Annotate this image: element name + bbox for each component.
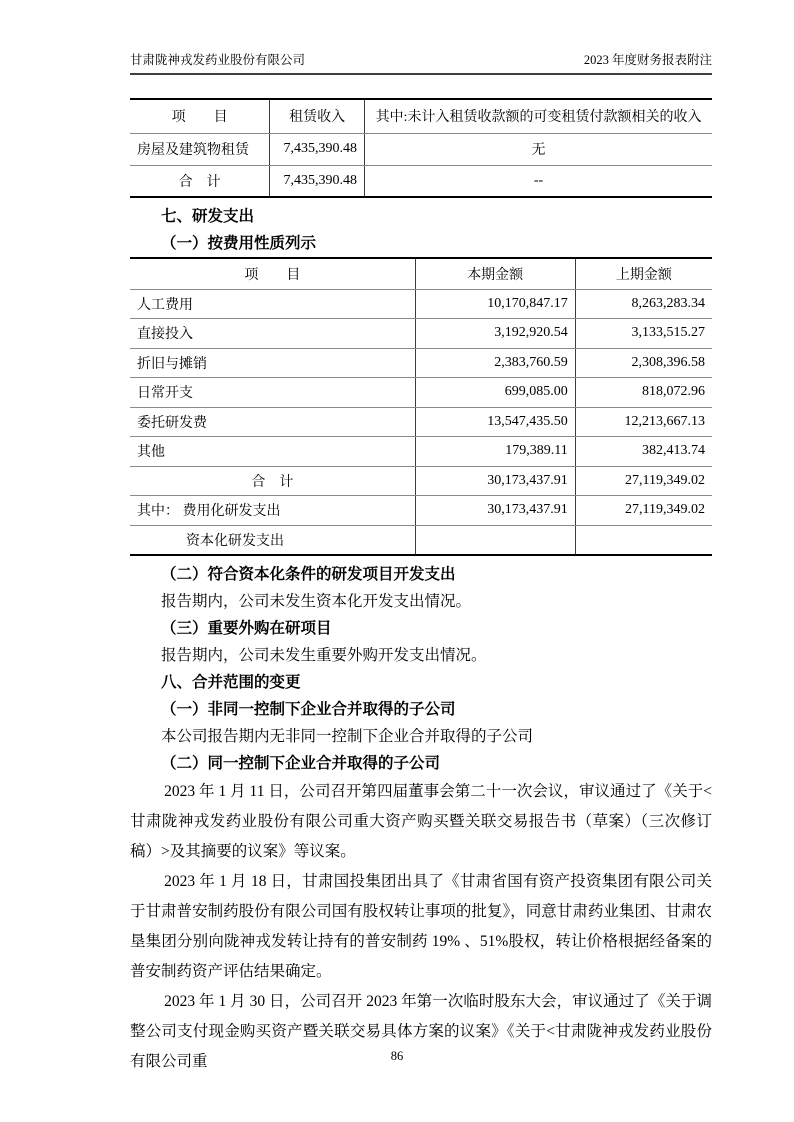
header-report-title: 2023 年度财务报表附注 <box>583 53 712 67</box>
rd-prior-cell: 8,263,283.34 <box>575 289 712 319</box>
rd-current-cell: 30,173,437.91 <box>415 496 575 526</box>
page-number: 86 <box>390 1049 404 1063</box>
rd-item-cell: 日常开支 <box>130 378 415 408</box>
page-header <box>130 50 712 75</box>
rd-item-cell: 其中： 费用化研发支出 <box>130 496 415 526</box>
table-row <box>130 437 712 467</box>
rd-current-cell: 10,170,847.17 <box>415 289 575 319</box>
rd-item-cell: 合 计 <box>130 466 415 496</box>
rd-item-cell: 折旧与摊销 <box>130 348 415 378</box>
rd-item-cell: 人工费用 <box>130 289 415 319</box>
table-row <box>130 319 712 349</box>
paragraph: 2023 年 1 月 30 日，公司召开 2023 年第一次临时股东大会，审议通过了《关于调整公司支付现金购买资产暨关联交易具体方案的议案》《关于<甘肃陇神戎发药业股份有限公司重 <box>130 992 712 1070</box>
table-row <box>130 133 712 165</box>
section8-sub1-body: 本公司报告期内无非同一控制下企业合并取得的子公司 <box>161 727 534 745</box>
table-total-row <box>130 466 712 496</box>
rd-col-current: 本期金额 <box>415 258 575 289</box>
lease-income-cell: 7,435,390.48 <box>270 133 365 165</box>
table-row <box>130 525 712 555</box>
lease-income-cell: 7,435,390.48 <box>270 165 365 197</box>
rd-current-cell: 13,547,435.50 <box>415 407 575 437</box>
rd-col-item: 项 目 <box>130 258 415 289</box>
rd-current-cell: 3,192,920.54 <box>415 319 575 349</box>
table-row <box>130 496 712 526</box>
rd-prior-cell: 818,072.96 <box>575 378 712 408</box>
rd-prior-cell: 382,413.74 <box>575 437 712 467</box>
section7-sub2-body: 报告期内，公司未发生资本化开发支出情况。 <box>161 592 472 610</box>
table-row <box>130 289 712 319</box>
rd-col-prior: 上期金额 <box>575 258 712 289</box>
lease-col-item: 项 目 <box>130 99 270 133</box>
lease-col-income: 租赁收入 <box>270 99 365 133</box>
lease-col-variable: 其中:未计入租赁收款额的可变租赁付款额相关的收入 <box>365 99 712 133</box>
rd-prior-cell: 2,308,396.58 <box>575 348 712 378</box>
section7-title: 七、研发支出 <box>161 208 255 225</box>
section7-sub2-title: （二）符合资本化条件的研发项目开发支出 <box>161 565 456 583</box>
rd-prior-cell: 27,119,349.02 <box>575 466 712 496</box>
table-header-row <box>130 99 712 133</box>
section8-title: 八、合并范围的变更 <box>161 673 301 691</box>
section7-sub3-title: （三）重要外购在研项目 <box>161 619 332 637</box>
rd-item-cell: 其他 <box>130 437 415 467</box>
rd-current-cell <box>415 525 575 555</box>
paragraph: 2023 年 1 月 11 日，公司召开第四届董事会第二十一次会议，审议通过了《关于<甘肃陇神戎发药业股份有限公司重大资产购买暨关联交易报告书（草案）（三次修订稿）>及其摘要的议案》等议案。 <box>130 782 712 860</box>
rd-prior-cell: 12,213,667.13 <box>575 407 712 437</box>
rd-item-cell: 委托研发费 <box>130 407 415 437</box>
rd-prior-cell <box>575 525 712 555</box>
rd-current-cell: 699,085.00 <box>415 378 575 408</box>
rd-current-cell: 30,173,437.91 <box>415 466 575 496</box>
table-header-row <box>130 258 712 289</box>
lease-variable-cell: -- <box>365 165 712 197</box>
rd-item-cell: 资本化研发支出 <box>186 533 284 549</box>
table-total-row <box>130 165 712 197</box>
paragraph: 2023 年 1 月 18 日，甘肃国投集团出具了《甘肃省国有资产投资集团有限公司关于甘肃普安制药股份有限公司国有股权转让事项的批复》，同意甘肃药业集团、甘肃农垦集团分别向陇神戎发转让持有的普安制药 19% 、51%股权，转让价格根据经备案的普安制药资产评估结果确定。 <box>130 872 712 980</box>
rd-prior-cell: 27,119,349.02 <box>575 496 712 526</box>
section8-sub1-title: （一）非同一控制下企业合并取得的子公司 <box>161 700 456 718</box>
table-row <box>130 407 712 437</box>
section8-sub2-title: （二）同一控制下企业合并取得的子公司 <box>161 754 441 772</box>
header-company-name: 甘肃陇神戎发药业股份有限公司 <box>130 53 306 67</box>
table-row <box>130 378 712 408</box>
table-row <box>130 348 712 378</box>
rd-current-cell: 179,389.11 <box>415 437 575 467</box>
rd-prior-cell: 3,133,515.27 <box>575 319 712 349</box>
rd-current-cell: 2,383,760.59 <box>415 348 575 378</box>
rd-item-cell: 直接投入 <box>130 319 415 349</box>
section7-sub1-title: （一）按费用性质列示 <box>161 235 317 252</box>
lease-income-table <box>130 98 712 198</box>
page-content <box>130 0 712 1077</box>
section7-sub3-body: 报告期内，公司未发生重要外购开发支出情况。 <box>161 646 487 664</box>
lease-item-cell: 房屋及建筑物租赁 <box>130 133 270 165</box>
rd-expense-table <box>130 257 712 556</box>
lease-variable-cell: 无 <box>365 133 712 165</box>
lease-item-cell: 合 计 <box>178 174 221 190</box>
